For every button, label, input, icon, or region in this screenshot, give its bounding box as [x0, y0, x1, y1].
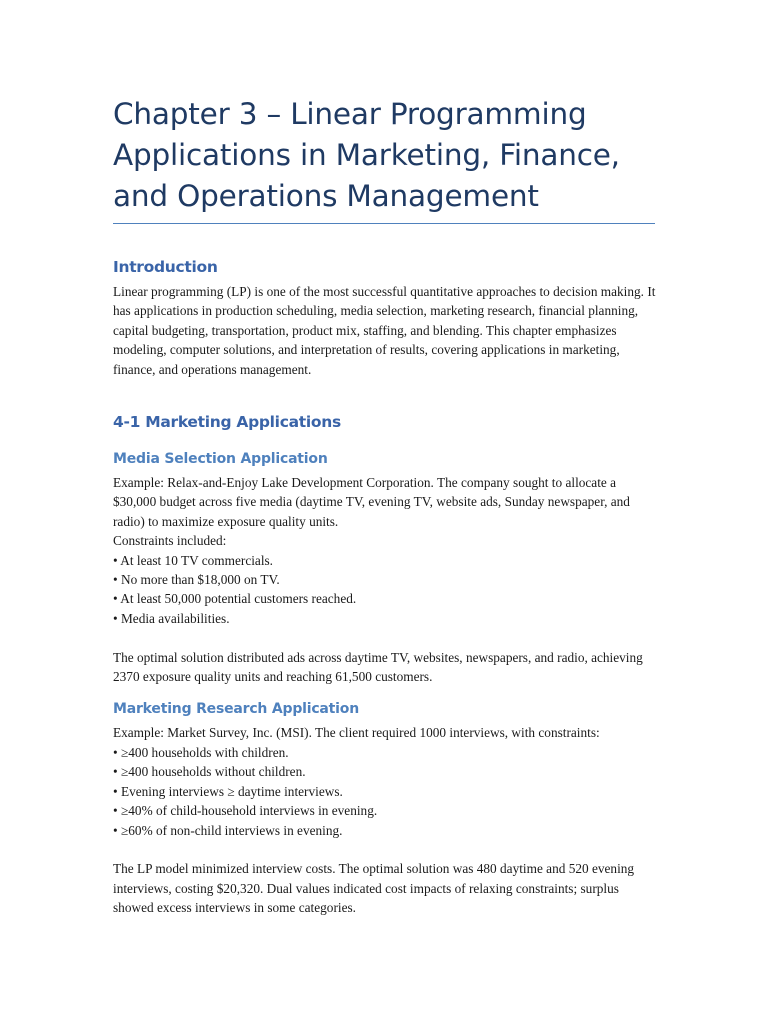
list-item: • At least 10 TV commercials.	[113, 551, 658, 570]
list-item: • ≥40% of child-household interviews in evening.	[113, 801, 658, 820]
title-divider	[113, 223, 655, 224]
list-item: • ≥400 households without children.	[113, 762, 658, 781]
introduction-heading: Introduction	[113, 258, 218, 276]
marketing-applications-heading: 4-1 Marketing Applications	[113, 413, 341, 432]
chapter-title: Chapter 3 – Linear Programming Applications in Marketing, Finance, and Operations Management	[113, 97, 620, 213]
media-selection-example: Example: Relax-and-Enjoy Lake Development Corporation. The company sought to allocate a $30,000 budget across five media (daytime TV, evening TV, website ads, Sunday newspaper, and radio) to maximize exposure quality units.	[113, 475, 630, 529]
list-item: • No more than $18,000 on TV.	[113, 570, 658, 589]
media-selection-result: The optimal solution distributed ads across daytime TV, websites, newspapers, and radio, achieving 2370 exposure quality units and reaching 61,500 customers.	[113, 649, 643, 685]
list-item: • At least 50,000 potential customers reached.	[113, 589, 658, 608]
introduction-paragraph: Linear programming (LP) is one of the most successful quantitative approaches to decision making. It has applications in production scheduling, media selection, marketing research, financial planning, capital budgeting, transportation, product mix, staffing, and blending. This chapter emphasizes modeling, computer solutions, and interpretation of results, covering applications in marketing, finance, and operations management.	[113, 284, 656, 377]
marketing-research-result: The LP model minimized interview costs. The optimal solution was 480 daytime and 520 evening interviews, costing $20,320. Dual values indicated cost impacts of relaxing constraints; surplus showed excess interviews in some categories.	[113, 861, 635, 916]
list-item: • Media availabilities.	[113, 609, 658, 628]
list-item: • ≥400 households with children.	[113, 743, 658, 762]
list-item: • ≥60% of non-child interviews in evening.	[113, 821, 658, 840]
media-selection-heading: Media Selection Application	[113, 451, 328, 468]
paragraph-gap	[113, 840, 658, 859]
constraints-label: Constraints included:	[113, 533, 227, 549]
document-content	[113, 94, 658, 918]
paragraph-gap	[113, 628, 658, 647]
list-item: • Evening interviews ≥ daytime interviews.	[113, 782, 658, 801]
marketing-research-example: Example: Market Survey, Inc. (MSI). The client required 1000 interviews, with constraints:	[113, 725, 600, 741]
marketing-research-heading: Marketing Research Application	[113, 701, 359, 718]
